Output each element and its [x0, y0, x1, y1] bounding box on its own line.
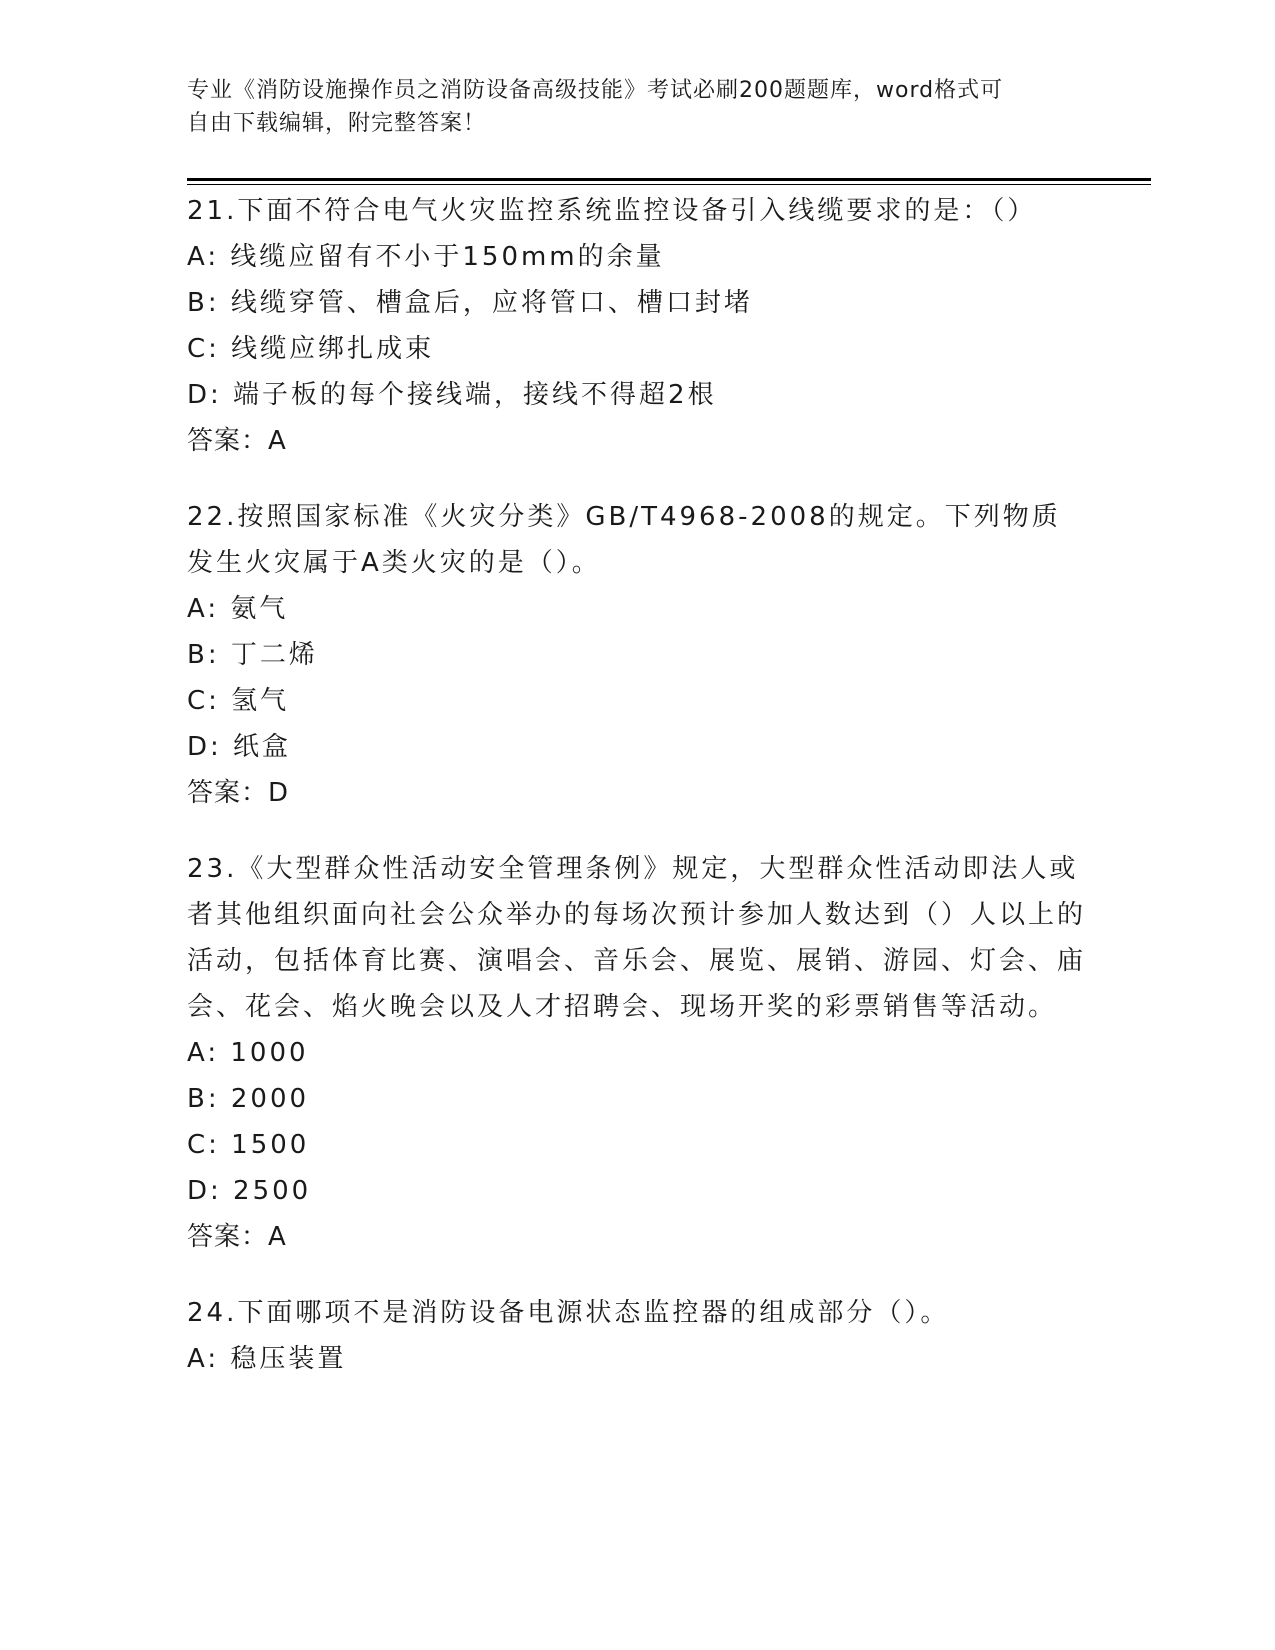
option-d: D: 纸盒 [187, 732, 292, 762]
question-22 [187, 494, 1087, 816]
header-divider-thick [187, 178, 1151, 181]
header-line-2: 自由下载编辑，附完整答案！ [187, 111, 487, 136]
option-a: A: 氨气 [187, 594, 289, 624]
option-b: B: 线缆穿管、槽盒后，应将管口、槽口封堵 [187, 288, 753, 318]
option-c: C: 1500 [187, 1130, 310, 1160]
option-c: C: 氢气 [187, 686, 290, 716]
option-a: A: 稳压装置 [187, 1344, 347, 1374]
option-a: A: 线缆应留有不小于150mm的余量 [187, 242, 665, 272]
option-d: D: 2500 [187, 1176, 312, 1206]
option-c: C: 线缆应绑扎成束 [187, 334, 435, 364]
option-d: D: 端子板的每个接线端，接线不得超2根 [187, 380, 717, 410]
option-b: B: 丁二烯 [187, 640, 318, 670]
answer-label: 答案：D [187, 778, 290, 808]
question-stem: 24.下面哪项不是消防设备电源状态监控器的组成部分（）。 [187, 1298, 950, 1328]
document-header [187, 74, 1067, 140]
header-divider-thin [187, 184, 1151, 185]
question-list [187, 188, 1087, 1412]
option-b: B: 2000 [187, 1084, 310, 1114]
option-a: A: 1000 [187, 1038, 309, 1068]
question-21 [187, 188, 1087, 464]
header-line-1: 专业《消防设施操作员之消防设备高级技能》考试必刷200题题库，word格式可 [187, 78, 1004, 103]
question-24 [187, 1290, 1087, 1382]
question-stem: 23.《大型群众性活动安全管理条例》规定，大型群众性活动即法人或者其他组织面向社会公众举办的每场次预计参加人数达到（）人以上的活动，包括体育比赛、演唱会、音乐会、展览、展销、游园、灯会、庙会、花会、焰火晚会以及人才招聘会、现场开奖的彩票销售等活动。 [187, 854, 1087, 1022]
question-23 [187, 846, 1087, 1260]
question-stem: 22.按照国家标准《火灾分类》GB/T4968-2008的规定。下列物质发生火灾属于A类火灾的是（）。 [187, 502, 1061, 578]
answer-label: 答案：A [187, 1222, 287, 1252]
question-stem: 21.下面不符合电气火灾监控系统监控设备引入线缆要求的是：（） [187, 196, 1037, 226]
answer-label: 答案：A [187, 426, 287, 456]
